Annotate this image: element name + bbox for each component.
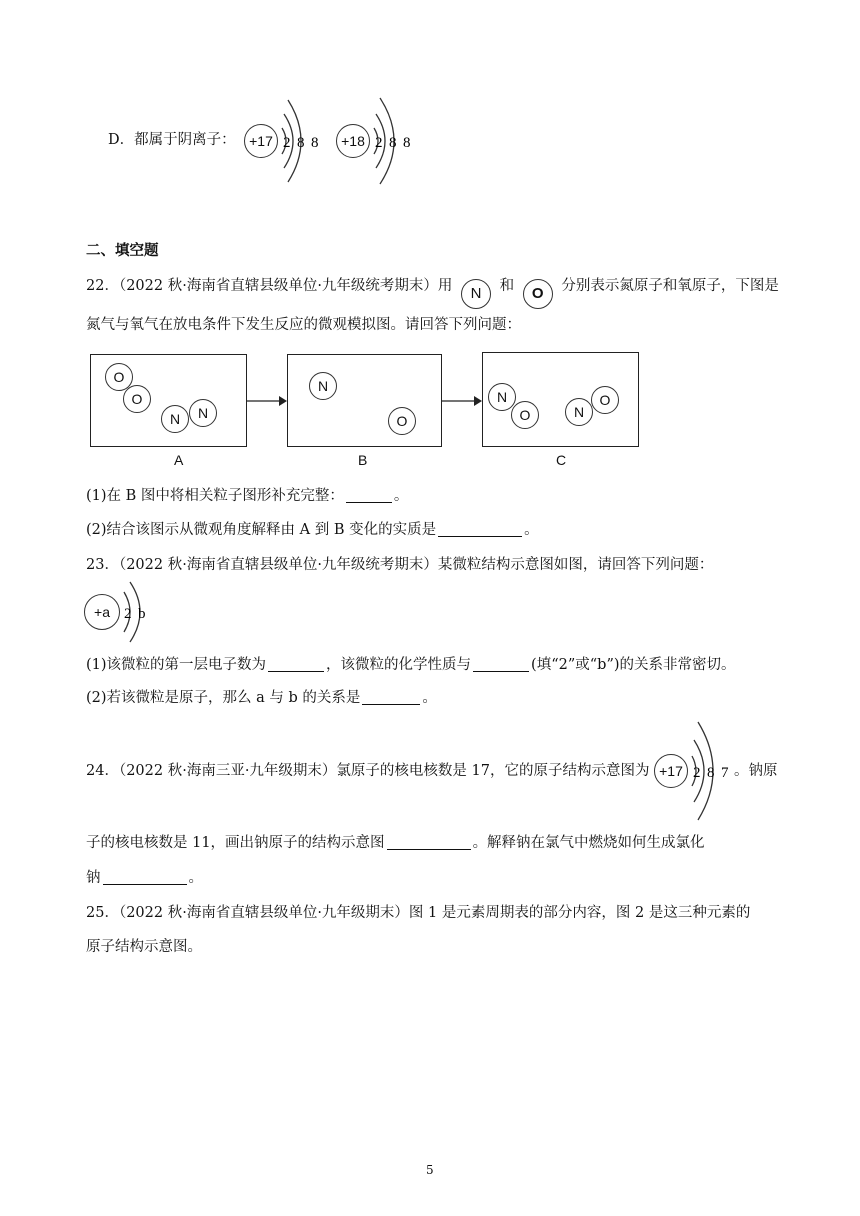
answer-blank[interactable] (103, 870, 187, 885)
electron-shell-arcs (84, 580, 164, 650)
shell-count: 2 (375, 135, 383, 151)
answer-blank[interactable] (387, 835, 471, 850)
box-label-b: B (358, 452, 368, 468)
q23-sub1: (1)该微粒的第一层电子数为 ，该微粒的化学性质与 (填“2”或“b”)的关系非常密切。 (86, 657, 736, 673)
q22-sub2: (2)结合该图示从微观角度解释由 A 到 B 变化的实质是 。 (86, 522, 539, 538)
q24-line1-suffix: 。钠原 (734, 763, 778, 779)
electron-shell-arcs (654, 718, 736, 822)
shell-count: 2 (693, 765, 701, 781)
electron-shell-arcs (336, 92, 416, 192)
answer-blank[interactable] (268, 657, 324, 672)
shell-count: 8 (389, 135, 397, 151)
atom-diagram-ar (336, 92, 416, 192)
oxygen-atom-symbol: O (523, 279, 553, 309)
shell-count: 8 (311, 135, 319, 151)
arrow-right-icon (247, 395, 287, 407)
nitrogen-atom-symbol: N (461, 279, 491, 309)
oxygen-atom: O (123, 385, 151, 413)
nitrogen-atom: N (189, 399, 217, 427)
answer-blank[interactable] (473, 657, 529, 672)
answer-blank[interactable] (438, 522, 522, 537)
oxygen-atom: O (511, 401, 539, 429)
q22-line1: 22．（2022 秋·海南省直辖县级单位·九年级统考期末）用 N 和 O 分别表示氮原子和氧原子，下图是 (86, 276, 779, 309)
nitrogen-atom: N (309, 372, 337, 400)
q23-text: 23．（2022 秋·海南省直辖县级单位·九年级统考期末）某微粒结构示意图如图，请回答下列问题： (86, 557, 714, 573)
q23-sub2: (2)若该微粒是原子，那么 a 与 b 的关系是 。 (86, 690, 437, 706)
shell-count: 7 (721, 765, 729, 781)
diagram-box-a (90, 354, 247, 447)
nucleus-circle: +18 (336, 124, 370, 158)
arrow-right-icon (442, 395, 482, 407)
q25-line2: 原子结构示意图。 (86, 939, 202, 955)
shell-count: 8 (297, 135, 305, 151)
q25-line1: 25．（2022 秋·海南省直辖县级单位·九年级期末）图 1 是元素周期表的部分内容，图 2 是这三种元素的 (86, 905, 751, 921)
atom-diagram-cl (654, 718, 736, 822)
nucleus-circle: +17 (654, 754, 688, 788)
box-label-c: C (556, 452, 567, 468)
q24-line1-prefix: 24．（2022 秋·海南三亚·九年级期末）氯原子的核电核数是 17，它的原子结构示意图为 (86, 763, 650, 779)
q22-line2: 氮气与氧气在放电条件下发生反应的微观模拟图。请回答下列问题： (86, 317, 521, 333)
nitrogen-atom: N (565, 398, 593, 426)
shell-count: 8 (403, 135, 411, 151)
q24-line3: 钠 。 (86, 870, 203, 886)
nucleus-circle: +a (84, 594, 120, 630)
nitrogen-atom: N (488, 383, 516, 411)
oxygen-atom: O (388, 407, 416, 435)
q22-sub1: (1)在 B 图中将相关粒子图形补充完整： 。 (86, 488, 409, 504)
oxygen-atom: O (105, 363, 133, 391)
diagram-box-c (482, 352, 639, 447)
electron-shell-arcs (244, 92, 324, 192)
shell-count: 2 (124, 606, 132, 622)
nitrogen-atom: N (161, 405, 189, 433)
option-d-label: D．都属于阴离子： (108, 132, 236, 148)
oxygen-atom: O (591, 386, 619, 414)
shell-count: 8 (707, 765, 715, 781)
page-number: 5 (426, 1163, 434, 1177)
atom-diagram-q23 (84, 580, 164, 650)
shell-count: b (138, 606, 146, 622)
nucleus-circle: +17 (244, 124, 278, 158)
atom-diagram-cl-ion (244, 92, 324, 192)
answer-blank[interactable] (346, 488, 392, 503)
answer-blank[interactable] (362, 690, 420, 705)
box-label-a: A (174, 452, 184, 468)
shell-count: 2 (283, 135, 291, 151)
diagram-box-b (287, 354, 442, 447)
section-title: 二、填空题 (86, 242, 159, 259)
q24-line2: 子的核电核数是 11，画出钠原子的结构示意图 。解释钠在氯气中燃烧如何生成氯化 (86, 835, 705, 851)
